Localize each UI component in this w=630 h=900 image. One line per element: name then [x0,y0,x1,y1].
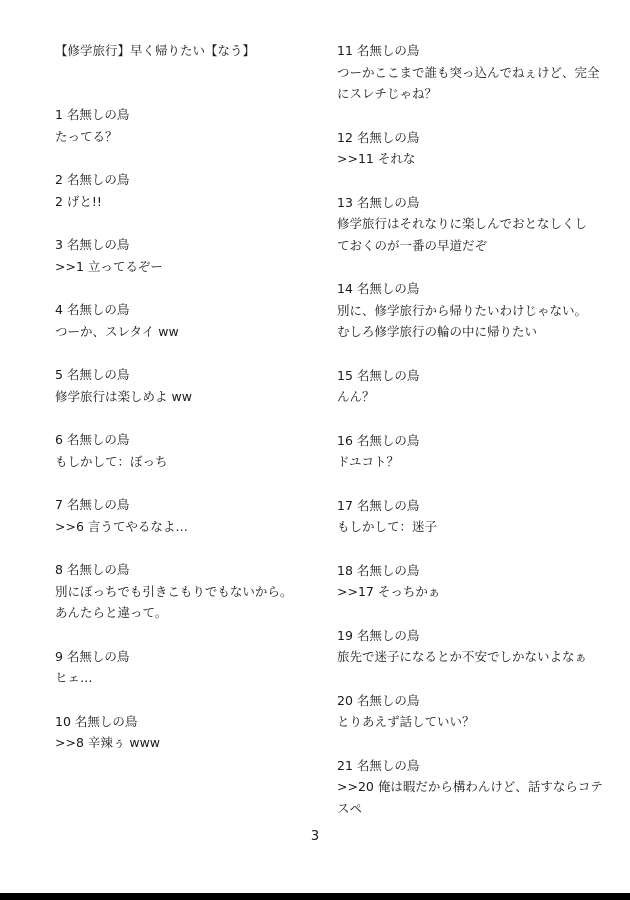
post-12 [337,127,597,170]
post-body: つーか、スレタイ ww [55,323,179,339]
page-bottom-border [0,893,630,900]
post-body: もしかして：迷子 [337,519,438,534]
post-9 [55,646,315,689]
post-body: 別にぼっちでも引きこもりでもないから。 [55,583,293,599]
post-body: んん？ [337,389,375,404]
post-body: むしろ修学旅行の輪の中に帰りたい [337,324,538,339]
post-2 [55,169,315,212]
post-header: 8 名無しの鳥 [55,562,130,577]
post-header: 17 名無しの鳥 [337,497,420,513]
post-body: にスレチじゃね？ [337,86,438,101]
post-header: 21 名無しの鳥 [337,757,420,773]
left-column [55,40,315,776]
post-10 [55,711,315,754]
post-body: >>11 それな [337,151,416,166]
post-header: 9 名無しの鳥 [55,648,130,664]
post-body: 2 げと!! [55,193,102,209]
post-header: 12 名無しの鳥 [337,129,420,145]
post-13 [337,192,597,257]
post-14 [337,278,597,343]
post-body: たってる？ [55,128,118,144]
post-3 [55,234,315,277]
post-header: 2 名無しの鳥 [55,172,130,187]
post-body: 修学旅行は楽しめよ ww [55,388,192,404]
post-1 [55,104,315,147]
post-20 [337,690,597,733]
post-body: >>20 俺は暇だから構わんけど、話すならコテ [337,779,603,794]
post-header: 20 名無しの鳥 [337,692,420,708]
post-5 [55,364,315,407]
post-body: もしかして：ぼっち [55,453,168,469]
post-header: 15 名無しの鳥 [337,367,420,383]
post-17 [337,495,597,538]
post-4 [55,299,315,342]
post-body: >>6 言うてやるなよ… [55,518,188,534]
thread-title: 【修学旅行】早く帰りたい【なう】 [55,43,256,58]
post-header: 14 名無しの鳥 [337,281,420,296]
post-body: 別に、修学旅行から帰りたいわけじゃない。 [337,302,588,318]
post-header: 16 名無しの鳥 [337,432,420,448]
post-header: 6 名無しの鳥 [55,432,130,447]
post-header: 7 名無しの鳥 [55,497,130,512]
post-16 [337,430,597,473]
post-6 [55,429,315,472]
post-header: 5 名無しの鳥 [55,367,130,382]
page-number: 3 [310,829,320,844]
post-body: >>1 立ってるぞー [55,258,163,274]
post-header: 13 名無しの鳥 [337,194,420,210]
post-body: ドユコト？ [337,454,400,469]
post-18 [337,560,597,603]
post-body: >>17 そっちかぁ [337,584,441,599]
post-header: 10 名無しの鳥 [55,713,138,729]
post-header: 11 名無しの鳥 [337,43,420,58]
post-11 [337,40,600,105]
right-column [337,40,603,841]
post-body: あんたらと違って。 [55,605,168,620]
post-body: 修学旅行はそれなりに楽しんでおとなしくし [337,216,588,231]
post-body: ヒェ… [55,670,93,685]
post-body: つーかここまで誰も突っ込んでねぇけど、完全 [337,64,600,80]
post-7 [55,494,315,537]
post-19 [337,625,597,668]
post-body: とりあえず話していい？ [337,714,475,729]
post-body: >>8 辛辣ぅ www [55,735,161,750]
post-8 [55,559,315,624]
post-header: 4 名無しの鳥 [55,302,130,317]
post-header: 19 名無しの鳥 [337,627,420,643]
post-body: スペ [337,800,363,816]
post-body: 旅先で迷子になるとか不安でしかないよなぁ [337,649,588,664]
post-21 [337,755,603,820]
post-header: 18 名無しの鳥 [337,562,420,578]
post-15 [337,365,597,408]
post-body: ておくのが一番の早道だぞ [337,237,488,253]
post-header: 1 名無しの鳥 [55,107,130,122]
post-header: 3 名無しの鳥 [55,237,130,252]
